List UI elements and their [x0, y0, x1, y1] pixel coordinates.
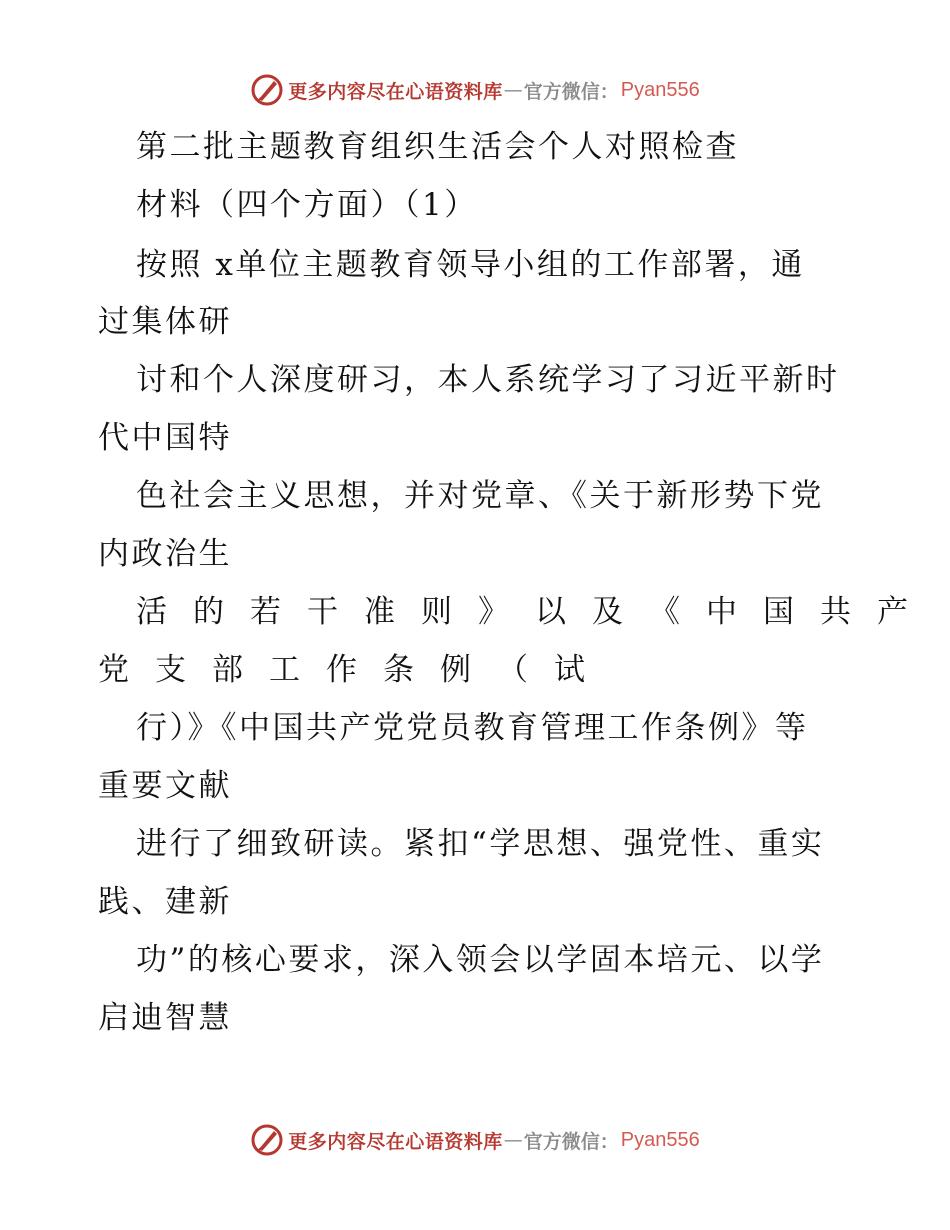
body-line: 重要文献	[98, 768, 232, 804]
banner-brand-text: 更多内容尽在心语资料库	[288, 1130, 503, 1153]
body-line: 讨和个人深度研习，本人系统学习了习近平新时	[136, 362, 840, 398]
quill-pen-logo-icon	[250, 1123, 284, 1157]
banner-separator: —	[503, 1129, 523, 1151]
header-watermark-banner	[0, 70, 950, 110]
body-line: 色社会主义思想，并对党章、《关于新形势下党	[136, 478, 824, 514]
body-line: 进行了细致研读。紧扣“学思想、强党性、重实	[136, 826, 825, 862]
quill-pen-logo-icon	[250, 73, 284, 107]
body-line: 过集体研	[98, 304, 232, 340]
banner-separator: —	[503, 79, 523, 101]
banner-wechat-id: Pyan556	[620, 78, 700, 101]
banner-wechat-id: Pyan556	[620, 1128, 700, 1151]
body-line: 践、建新	[98, 884, 232, 920]
body-line: 代中国特	[98, 420, 232, 456]
body-line: 行）》《中国共产党党员教育管理工作条例》等	[136, 710, 809, 746]
banner-brand-text: 更多内容尽在心语资料库	[288, 80, 503, 103]
banner-wechat-label: 官方微信：	[523, 80, 619, 103]
body-line: 按照 x单位主题教育领导小组的工作部署，通	[136, 247, 805, 283]
body-line: 活的若干准则》以及《中国共产	[136, 594, 934, 630]
body-line: 启迪智慧	[98, 1000, 232, 1036]
banner-wechat-label: 官方微信：	[523, 1130, 619, 1153]
body-line: 党支部工作条例（试	[98, 652, 611, 688]
footer-watermark-banner	[0, 1120, 950, 1160]
body-line: 内政治生	[98, 536, 232, 572]
body-line: 功”的核心要求，深入领会以学固本培元、以学	[136, 942, 825, 978]
document-title-line-2: 材料（四个方面）（1）	[136, 187, 478, 223]
document-title-line-1: 第二批主题教育组织生活会个人对照检查	[136, 129, 739, 165]
